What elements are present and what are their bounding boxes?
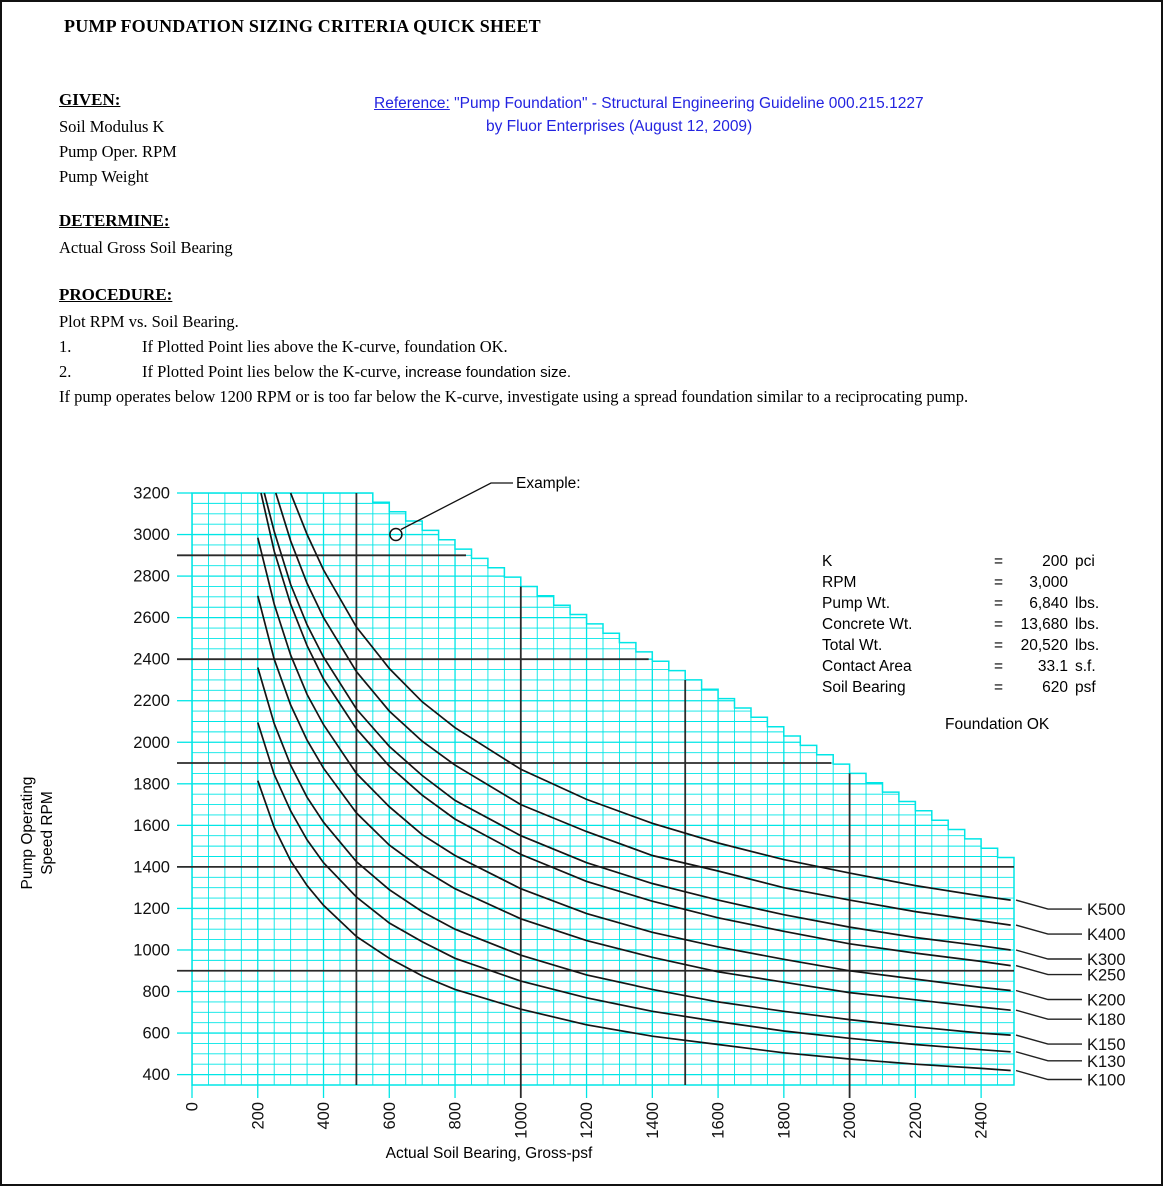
procedure-item-1 [59,334,508,359]
k-curve-K150 [258,668,1011,1036]
result-cell [1068,572,1075,593]
result-cell: Pump Wt. [822,595,891,612]
x-tick-label: 200 [249,1102,268,1130]
k-label-leader [1016,991,1082,1000]
result-cell: lbs. [1075,637,1100,654]
given-heading: GIVEN: [59,90,121,109]
k-curve-label-K300: K300 [1087,951,1126,969]
k-curve-label-K400: K400 [1087,926,1126,945]
x-tick-label: 600 [380,1102,399,1130]
k-label-leader [1016,900,1082,909]
x-tick-label: 0 [183,1102,202,1112]
k-curve-label-K250: K250 [1087,966,1126,985]
x-tick-label: 1600 [709,1102,728,1139]
k-label-leader [1016,925,1082,934]
reference-link[interactable]: Reference: [374,95,450,112]
example-label: Example: [516,475,581,492]
result-cell: lbs. [1075,595,1100,612]
result-cell: 3,000 [1029,574,1068,591]
k-curve-K130 [258,723,1011,1052]
k-label-leader [1016,1035,1082,1044]
result-cell: = [994,553,1004,570]
foundation-status: Foundation OK [945,716,1050,733]
result-cell: 6,840 [1029,595,1068,612]
y-tick-label: 2800 [133,567,170,586]
result-cell: Contact Area [822,658,912,675]
result-row [822,551,1099,572]
result-cell: = [994,658,1004,675]
x-tick-label: 2400 [972,1102,991,1139]
y-tick-label: 1600 [133,816,170,835]
result-cell: pci [1075,553,1095,570]
k-label-leader [1016,966,1082,975]
result-row [822,635,1099,656]
k-label-leader [1016,950,1082,959]
k-curve-K100 [258,781,1011,1071]
procedure-item-2 [59,359,571,385]
x-tick-label: 2000 [841,1102,860,1139]
k-curve-label-K100: K100 [1087,1071,1126,1090]
result-cell: = [994,574,1004,591]
result-cell: 200 [1042,553,1068,570]
reference-text: "Pump Foundation" - Structural Engineering Guideline 000.215.1227 [454,95,924,112]
y-tick-label: 800 [142,983,170,1001]
x-tick-label: 1200 [578,1102,597,1139]
x-tick-label: 1400 [643,1102,662,1139]
result-cell: s.f. [1075,658,1096,675]
procedure-note: If pump operates below 1200 RPM or is too far below the K-curve, investigate using a spread foundation similar to a reciprocating pump. [59,387,969,406]
y-tick-label: 3200 [133,484,170,503]
result-cell: 20,520 [1020,637,1068,654]
example-leader-line [401,483,513,530]
result-row [822,593,1099,614]
y-tick-label: 1000 [133,941,170,960]
y-tick-label: 1800 [133,775,170,794]
reference-line1 [374,95,924,113]
x-tick-label: 1800 [775,1102,794,1139]
given-item: Soil Modulus K [59,117,165,136]
result-cell: Total Wt. [822,637,883,654]
k-curve-label-K130: K130 [1087,1052,1126,1071]
k-curve-label-K180: K180 [1087,1011,1126,1030]
result-cell: = [994,637,1004,654]
k-label-leader [1016,1052,1082,1061]
result-cell: 33.1 [1037,658,1068,675]
k-label-leader [1016,1010,1082,1019]
determine-item: Actual Gross Soil Bearing [59,238,233,257]
result-cell: = [994,616,1004,633]
given-item: Pump Weight [59,167,149,186]
given-list [59,114,177,189]
result-cell: 13,680 [1020,616,1068,633]
determine-heading: DETERMINE: [59,211,170,230]
y-axis-title-line2: Speed RPM [39,791,56,875]
result-cell: psf [1075,679,1096,696]
x-tick-label: 800 [446,1102,465,1130]
x-tick-label: 2200 [906,1102,925,1139]
y-axis-title [18,743,60,923]
k-label-leader [1016,1071,1082,1080]
y-tick-label: 2400 [133,650,170,669]
result-row [822,677,1099,698]
y-tick-label: 1400 [133,858,170,877]
k-curve-label-K200: K200 [1087,991,1126,1010]
item-number: 1. [59,337,72,356]
result-row [822,572,1099,593]
y-tick-label: 3000 [133,526,170,544]
result-cell: RPM [822,574,857,591]
k-curve-label-K150: K150 [1087,1036,1126,1055]
results-box [822,551,1099,698]
y-tick-label: 600 [142,1024,170,1043]
item-number: 2. [59,362,72,381]
result-row [822,614,1099,635]
result-cell: Soil Bearing [822,679,906,696]
y-tick-label: 400 [142,1066,170,1085]
page-title: PUMP FOUNDATION SIZING CRITERIA QUICK SHEET [64,16,541,36]
x-tick-label: 400 [315,1102,333,1130]
k-curve-label-K500: K500 [1087,901,1126,920]
y-tick-label: 2600 [133,609,170,628]
item-text: If Plotted Point lies below the K-curve, [142,362,401,381]
reference-line2: by Fluor Enterprises (August 12, 2009) [486,118,753,135]
y-tick-label: 2000 [133,733,170,752]
result-cell: lbs. [1075,616,1100,633]
x-tick-label: 1000 [512,1102,531,1139]
x-axis-title: Actual Soil Bearing, Gross-psf [385,1145,593,1162]
given-item: Pump Oper. RPM [59,142,177,161]
y-tick-label: 1200 [133,899,170,918]
result-cell: 620 [1042,679,1068,696]
result-row [822,656,1099,677]
procedure-intro: Plot RPM vs. Soil Bearing. [59,312,239,331]
y-tick-label: 2200 [133,692,170,711]
result-cell: = [994,679,1004,696]
result-cell: = [994,595,1004,612]
result-cell: K [822,553,833,570]
result-cell: Concrete Wt. [822,616,913,633]
y-axis-title-line1: Pump Operating [19,776,36,890]
item-text-sans: increase foundation size. [405,364,571,381]
item-text: If Plotted Point lies above the K-curve, foundation OK. [142,337,508,356]
procedure-heading: PROCEDURE: [59,285,173,304]
